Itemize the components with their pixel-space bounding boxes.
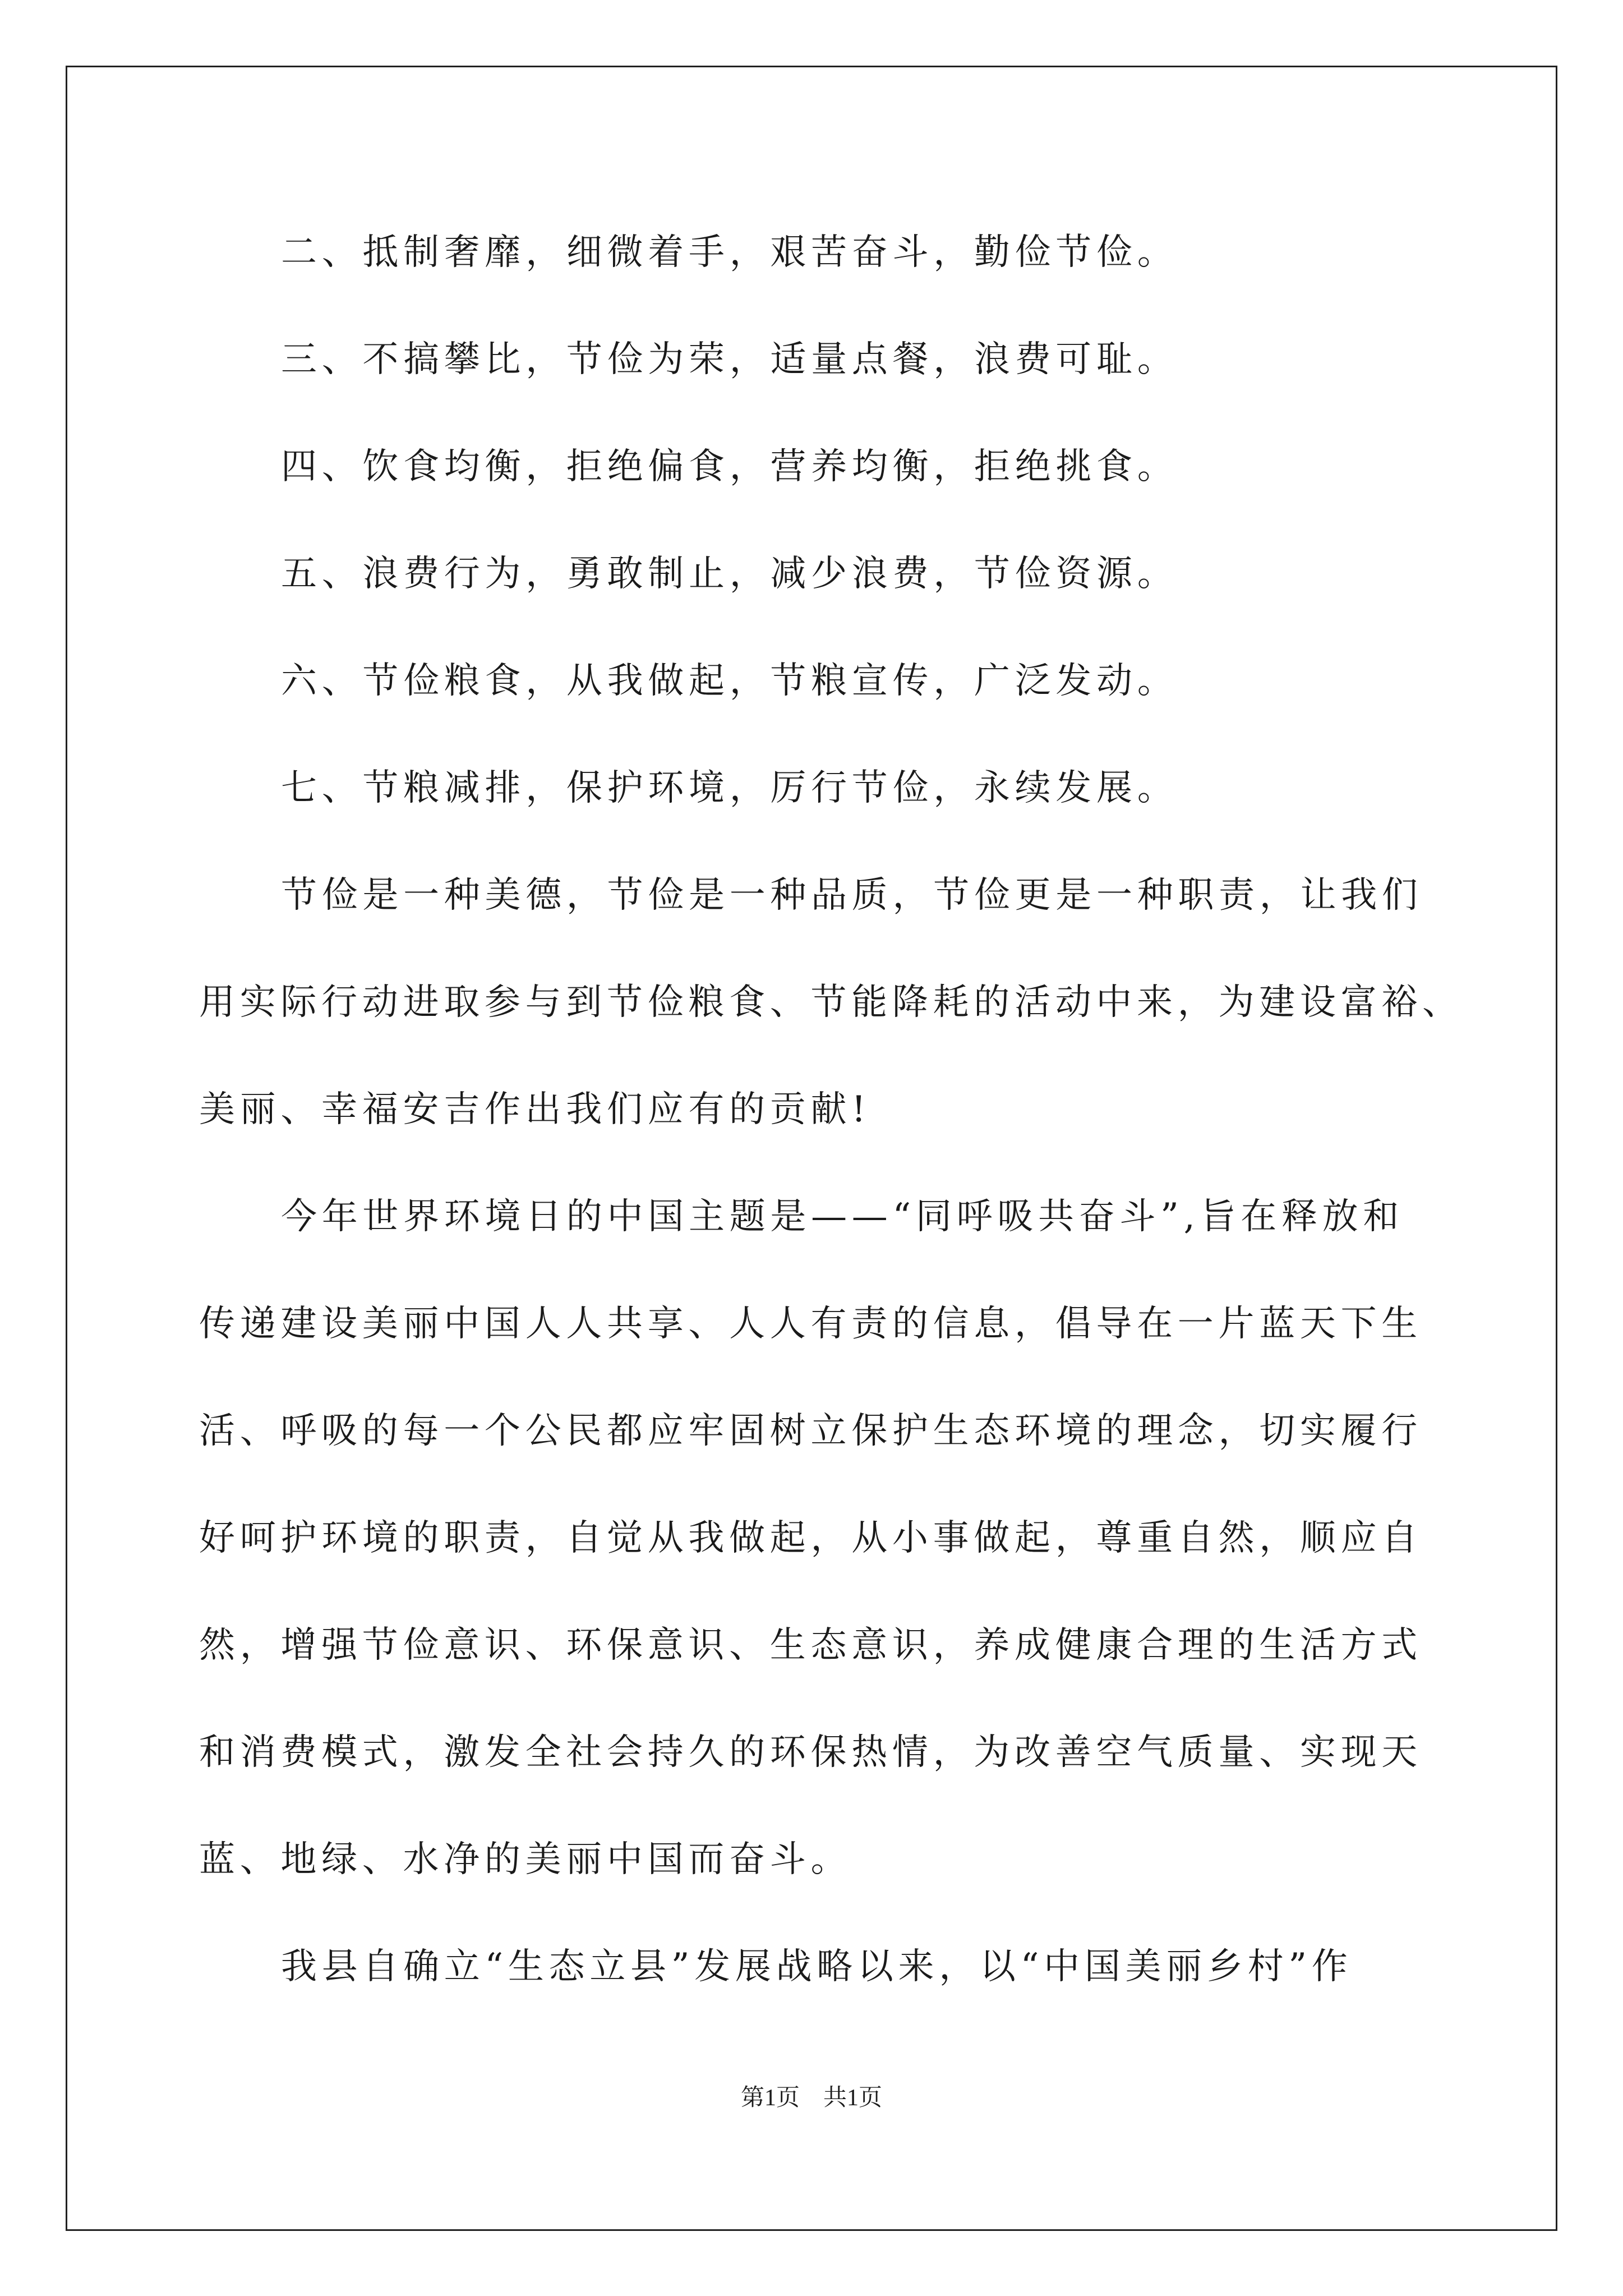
paragraph-line: 蓝、地绿、水净的美丽中国而奋斗。 xyxy=(199,1839,852,1880)
paragraph-line: 然，增强节俭意识、环保意识、生态意识，养成健康合理的生活方式 xyxy=(199,1625,1422,1666)
list-item: 二、抵制奢靡，细微着手，艰苦奋斗，勤俭节俭。 xyxy=(281,232,1178,273)
paragraph-line: 和消费模式，激发全社会持久的环保热情，为改善空气质量、实现天 xyxy=(199,1732,1422,1773)
paragraph-line: 节俭是一种美德，节俭是一种品质，节俭更是一种职责，让我们 xyxy=(281,875,1423,916)
page-border xyxy=(66,66,1557,2231)
page-footer: 第1页 共1页 xyxy=(740,2085,882,2111)
list-item: 六、节俭粮食，从我做起，节粮宣传，广泛发动。 xyxy=(281,660,1178,702)
paragraph-line: 美丽、幸福安吉作出我们应有的贡献! xyxy=(199,1089,871,1130)
paragraph-line: 活、呼吸的每一个公民都应牢固树立保护生态环境的理念，切实履行 xyxy=(199,1410,1422,1452)
paragraph-line: 传递建设美丽中国人人共享、人人有责的信息，倡导在一片蓝天下生 xyxy=(199,1303,1422,1345)
paragraph-line: 用实际行动进取参与到节俭粮食、节能降耗的活动中来，为建设富裕、 xyxy=(199,982,1463,1023)
list-item: 七、节粮减排，保护环境，厉行节俭，永续发展。 xyxy=(281,767,1178,809)
paragraph-line: 好呵护环境的职责，自觉从我做起，从小事做起，尊重自然，顺应自 xyxy=(199,1517,1422,1559)
list-item: 五、浪费行为，勇敢制止，减少浪费，节俭资源。 xyxy=(281,553,1178,595)
list-item: 三、不搞攀比，节俭为荣，适量点餐，浪费可耻。 xyxy=(281,339,1178,380)
paragraph-line: 今年世界环境日的中国主题是——“同呼吸共奋斗”,旨在释放和 xyxy=(281,1196,1404,1237)
paragraph-line: 我县自确立“生态立县”发展战略以来，以“中国美丽乡村”作 xyxy=(281,1946,1353,1987)
list-item: 四、饮食均衡，拒绝偏食，营养均衡，拒绝挑食。 xyxy=(281,446,1178,487)
